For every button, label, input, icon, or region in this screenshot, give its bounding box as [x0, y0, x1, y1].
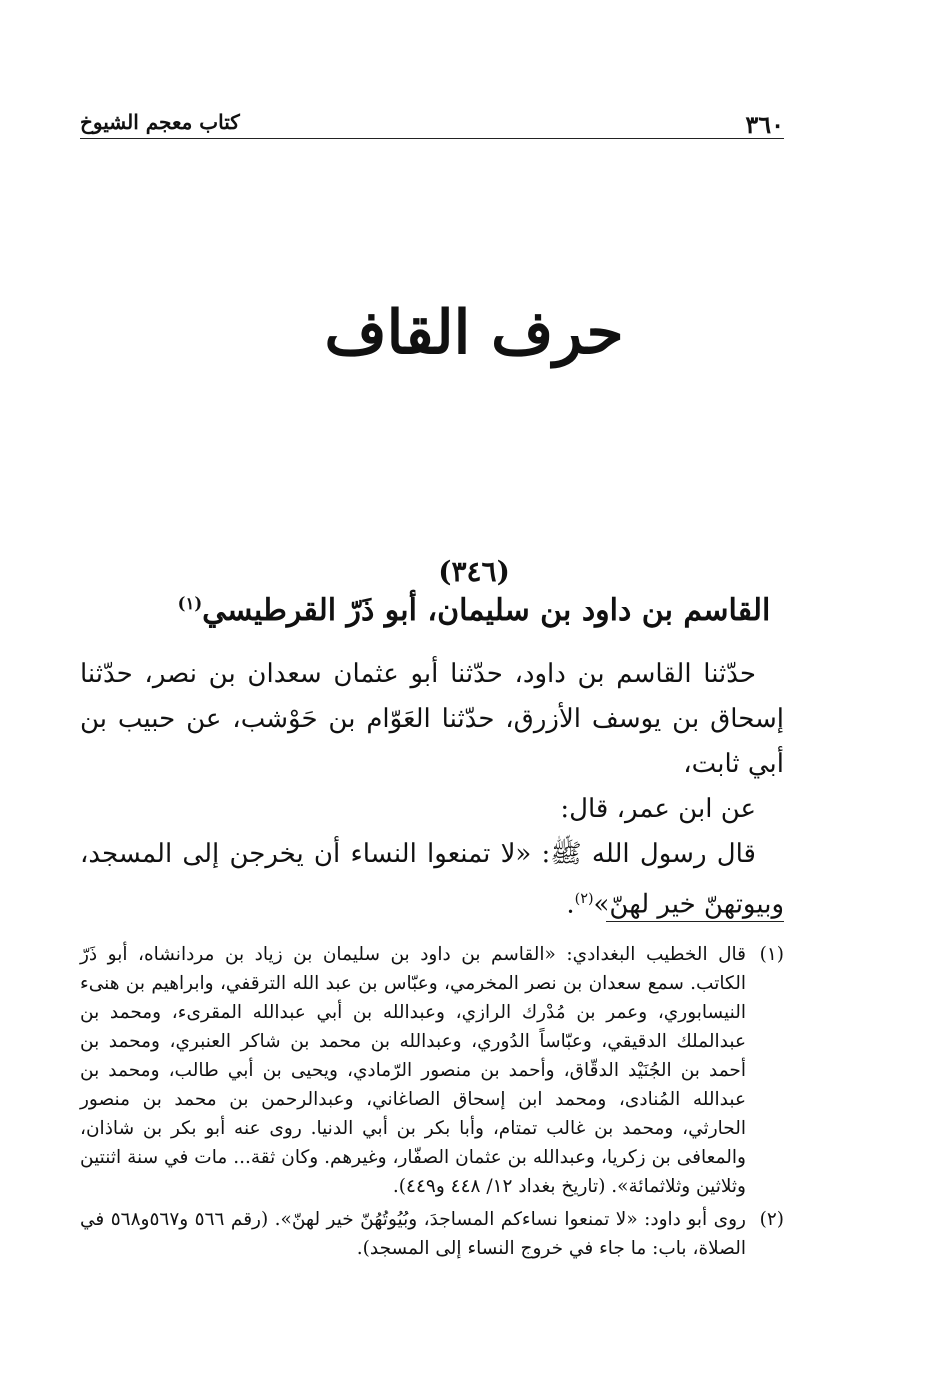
footnote-item: [80, 940, 784, 1201]
footnote-marker: (٢): [759, 1209, 784, 1230]
book-title: كتاب معجم الشيوخ: [80, 110, 240, 134]
footnote-ref: (٢): [574, 891, 594, 907]
isnad-paragraph: حدّثنا القاسم بن داود، حدّثنا أبو عثمان سعدان بن نصر، حدّثنا إسحاق بن يوسف الأزرق، حدّثنا العَوّام بن حَوْشب، عن حبيب بن أبي ثابت،: [80, 659, 784, 779]
entry-body: [80, 652, 784, 928]
hadith-text: قال رسول الله ﷺ: «لا تمنعوا النساء أن يخرجن إلى المسجد، وبيوتهنّ خير لهنّ»: [80, 839, 784, 920]
running-header: [80, 104, 784, 139]
section-heading: حرف القاف: [324, 298, 624, 368]
chain-end-paragraph: عن ابن عمر، قال:: [560, 794, 756, 824]
footnote-text: قال الخطيب البغدادي: «القاسم بن داود بن سليمان بن زياد بن مردانشاه، أبو ذَرّ الكاتب. سمع سعدان بن نصر المخرمي، وعبّاس بن عبد الله الترقفي، وابراهيم بن هنىء النيسابوري، وعمر بن مُدْرك الرازي، وعبدالله بن أبي عبدالله المقرىء، ومحمد بن عبدالملك الدقيقي، وعبّاساً الدُوري، وعبدالله بن محمد بن شاكر العنبري، ومحمد بن أحمد بن الجُنَيْد الدقّاق، وأحمد بن منصور الرّمادي، ويحيى بن أبي طالب، ومحمد بن عبدالله المُنادى، ومحمد ابن إسحاق الصاغاني، وعبدالرحمن بن محمد بن منصور الحارثي، ومحمد بن غالب تمتام، وأبا بكر بن أبي الدنيا. روى عنه أبو بكر بن شاذان، والمعافى بن زكريا، وعبدالله بن عثمان الصفّار، وغيرهم. وكان ثقة... مات في سنة اثنتين وثلاثين وثلاثمائة». (تاريخ بغداد ١٢/ ٤٤٨ و٤٤٩).: [80, 944, 746, 1197]
footnote-separator: [606, 921, 784, 922]
footnote-text: روى أبو داود: «لا تمنعوا نساءكم المساجدَ، وبُيُوتُهُنّ خير لهنّ». (رقم ٥٦٦ و٥٦٧و٥٦٨ في الصلاة، باب: ما جاء في خروج النساء إلى المسجد).: [80, 1209, 746, 1259]
entry-number: (٣٤٦): [438, 555, 510, 588]
footnote-marker: (١): [759, 944, 784, 965]
entry-title-text: القاسم بن داود بن سليمان، أبو ذَرّ القرطيسي: [202, 593, 771, 628]
page-number: ٣٦٠: [745, 110, 784, 139]
entry-title: [80, 593, 868, 628]
hadith-paragraph: [80, 832, 784, 928]
footnote-item: [80, 1205, 784, 1263]
footnote-ref: (١): [177, 594, 203, 613]
hadith-end: .: [566, 889, 575, 920]
footnotes: [80, 940, 784, 1267]
